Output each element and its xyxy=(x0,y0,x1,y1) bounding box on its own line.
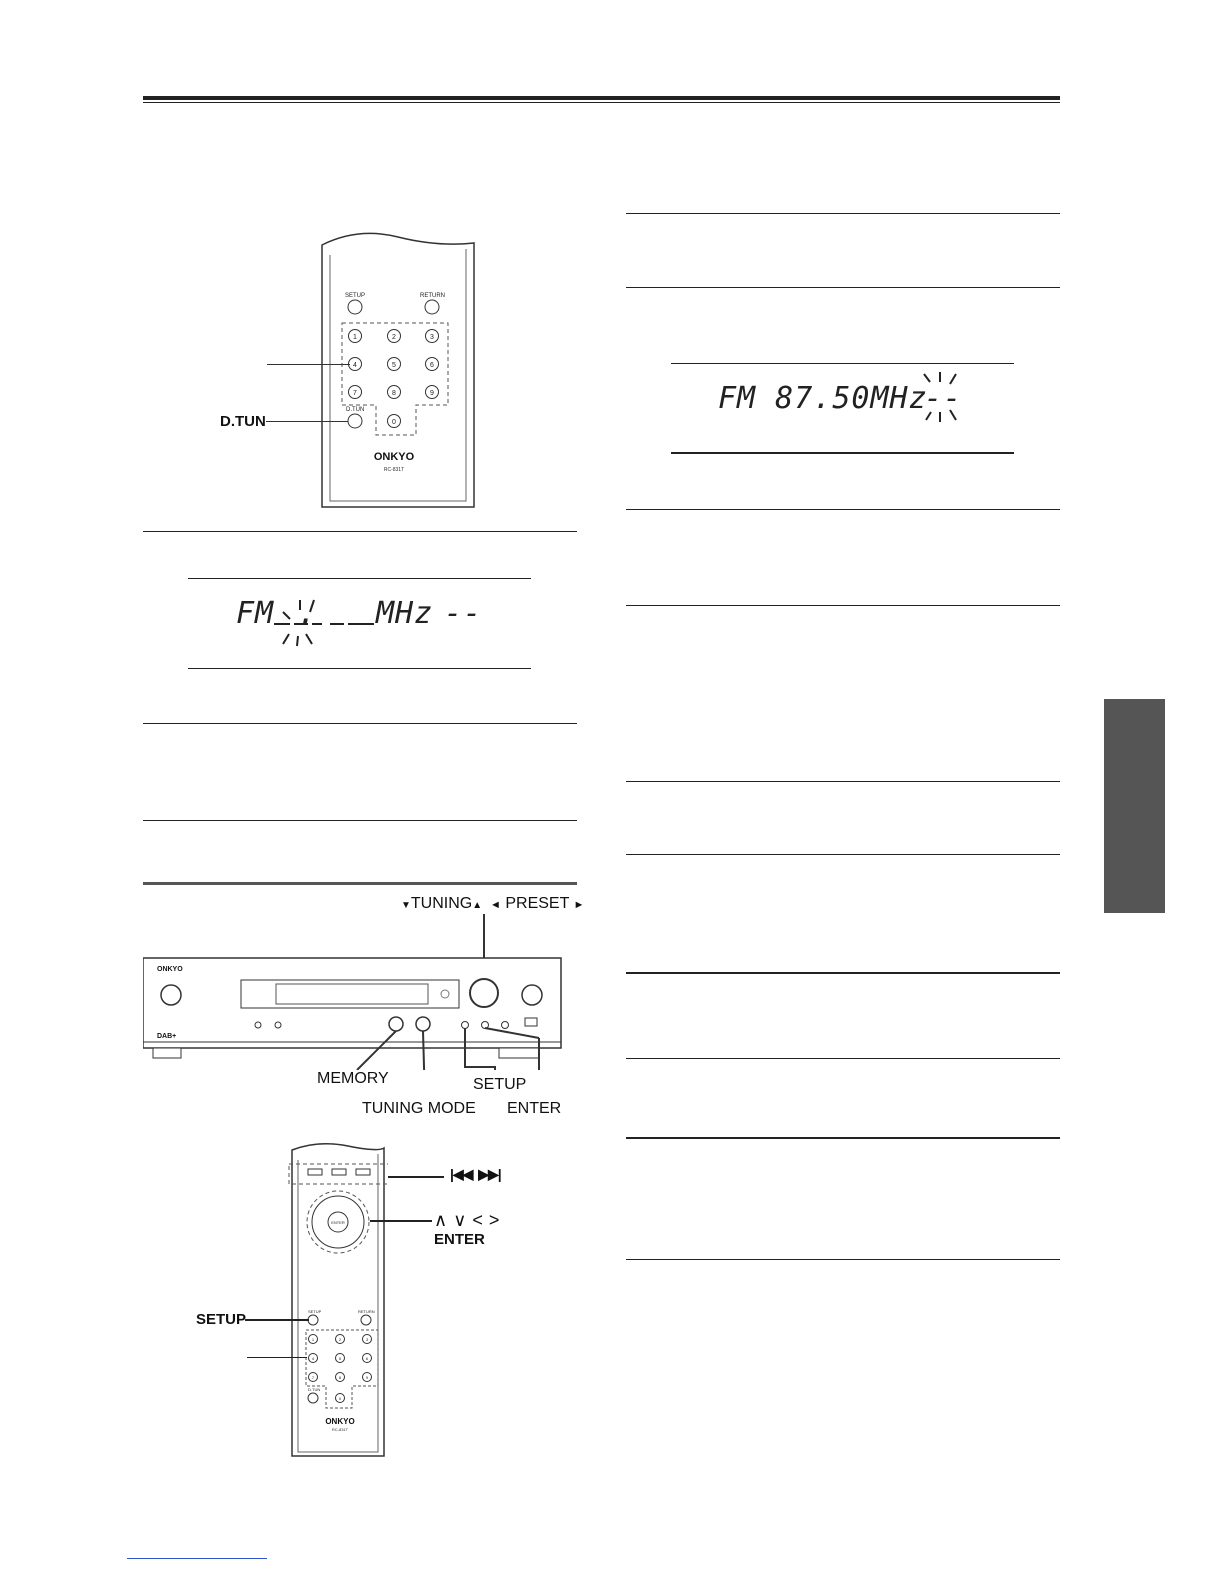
remote-bottom-illustration xyxy=(288,1140,388,1460)
remote-top-return-button[interactable] xyxy=(425,300,439,314)
svg-text:7: 7 xyxy=(353,390,357,397)
left-rule-2 xyxy=(143,723,577,724)
preset-left-icon: ◄ xyxy=(490,899,501,911)
volume-knob[interactable] xyxy=(522,985,542,1005)
callout-line-numkeys xyxy=(267,364,350,365)
remote-bottom-enter-label: ENTER xyxy=(331,1220,345,1225)
tuning-mode-button[interactable] xyxy=(416,1017,430,1031)
entry-display-sep: . xyxy=(298,596,318,631)
svg-text:7: 7 xyxy=(311,1375,315,1380)
remote-top-model: RC-831T xyxy=(383,467,405,473)
tuning-preset-knob[interactable] xyxy=(470,979,498,1007)
dtun-callout-label: D.TUN xyxy=(220,413,266,430)
header-rule-thin xyxy=(143,102,1060,103)
remote-bottom-dtun-label: D.TUN xyxy=(308,1387,321,1392)
front-panel-brand: ONKYO xyxy=(157,966,183,973)
left-rule-section xyxy=(143,882,577,885)
setup-remote-callout-label: SETUP xyxy=(196,1311,247,1328)
entry-display-band: FM xyxy=(236,596,275,631)
down-icon: ∨ xyxy=(453,1210,473,1230)
svg-text:2: 2 xyxy=(392,334,396,341)
setup-front-callout-label: SETUP xyxy=(473,1076,527,1093)
remote-bottom-return-button[interactable] xyxy=(361,1315,371,1325)
remote-top-setup-label: SETUP xyxy=(345,293,366,299)
tuning-up-icon: ▲ xyxy=(472,900,483,911)
svg-text:1: 1 xyxy=(353,334,357,341)
section-side-tab xyxy=(1104,699,1165,913)
remote-bottom-brand: ONKYO xyxy=(325,1417,355,1426)
right-rule-3 xyxy=(626,509,1060,510)
left-rule-1 xyxy=(143,531,577,532)
entry-display-unit: MHz xyxy=(376,596,434,631)
callout-line-skip xyxy=(388,1176,444,1178)
svg-text:6: 6 xyxy=(430,362,434,369)
stored-display-preset: -- xyxy=(924,381,963,416)
front-panel-logo: DAB+ xyxy=(157,1033,177,1040)
tuning-down-icon: ▼ xyxy=(401,900,411,911)
header-rule-thick xyxy=(143,96,1060,100)
callout-line-numkeys-bottom xyxy=(247,1357,307,1358)
memory-button[interactable] xyxy=(389,1017,403,1031)
svg-text:3: 3 xyxy=(430,334,434,341)
callout-line-dtun xyxy=(266,421,348,422)
tuning-callout-label: ▼TUNING▲ xyxy=(401,895,483,912)
entry-display-bottom-border xyxy=(188,668,531,669)
svg-text:5: 5 xyxy=(338,1356,342,1361)
svg-text:8: 8 xyxy=(392,390,396,397)
right-rule-2 xyxy=(626,287,1060,288)
svg-text:4: 4 xyxy=(311,1356,315,1361)
remote-bottom-setup-button[interactable] xyxy=(308,1315,318,1325)
entry-display-top-border xyxy=(188,578,531,579)
svg-text:2: 2 xyxy=(338,1337,342,1342)
right-rule-10 xyxy=(626,1259,1060,1260)
stored-display-text: FM 87.50MHz xyxy=(718,381,928,416)
right-rule-6 xyxy=(626,854,1060,855)
left-rule-3 xyxy=(143,820,577,821)
svg-text:6: 6 xyxy=(365,1356,369,1361)
svg-text:0: 0 xyxy=(392,419,396,426)
preset-right-icon: ► xyxy=(573,899,585,911)
svg-text:0: 0 xyxy=(338,1396,342,1401)
power-button[interactable] xyxy=(161,985,181,1005)
callout-line-arrows xyxy=(370,1220,432,1222)
skip-icons xyxy=(450,1166,501,1183)
right-rule-1 xyxy=(626,213,1060,214)
stored-blink-marks-icon xyxy=(918,370,962,424)
remote-top-return-label: RETURN xyxy=(420,293,445,299)
svg-text:8: 8 xyxy=(338,1375,342,1380)
skip-forward-icon: ▶▶| xyxy=(478,1166,501,1182)
entry-display-preset: -- xyxy=(444,596,483,631)
remote-top-brand: ONKYO xyxy=(373,451,415,463)
remote-bottom-model: RC-831T xyxy=(331,1427,349,1432)
svg-text:4: 4 xyxy=(353,362,357,369)
right-rule-8 xyxy=(626,1058,1060,1059)
stored-display-bottom-border xyxy=(671,452,1014,454)
right-rule-9 xyxy=(626,1137,1060,1139)
svg-text:1: 1 xyxy=(311,1337,315,1342)
right-rule-4 xyxy=(626,605,1060,606)
remote-top-illustration xyxy=(318,225,482,510)
remote-top-dtun-button[interactable] xyxy=(348,414,362,428)
memory-callout-label: MEMORY xyxy=(317,1070,389,1087)
svg-text:3: 3 xyxy=(365,1337,369,1342)
remote-top-setup-button[interactable] xyxy=(348,300,362,314)
remote-bottom-dtun-button[interactable] xyxy=(308,1393,318,1403)
skip-back-icon: |◀◀ xyxy=(450,1166,473,1182)
front-panel-illustration xyxy=(143,910,563,1070)
setup-front-button[interactable] xyxy=(462,1022,469,1029)
remote-top-dtun-label: D.TUN xyxy=(346,407,365,413)
enter-front-callout-label: ENTER xyxy=(507,1100,562,1117)
remote-bottom-setup-label: SETUP xyxy=(308,1309,322,1314)
up-icon: ∧ xyxy=(434,1210,454,1230)
callout-line-setup-remote xyxy=(245,1319,309,1321)
remote-bottom-return-label: RETURN xyxy=(358,1309,375,1314)
arrow-keys-icons xyxy=(434,1210,505,1231)
tuning-mode-callout-label: TUNING MODE xyxy=(362,1100,476,1117)
left-icon: < xyxy=(472,1210,489,1230)
preset-callout-label: ◄ PRESET ► xyxy=(490,895,585,912)
right-rule-7 xyxy=(626,972,1060,974)
footer-link[interactable] xyxy=(127,1558,267,1559)
svg-text:5: 5 xyxy=(392,362,396,369)
right-icon: > xyxy=(488,1210,506,1230)
right-rule-5 xyxy=(626,781,1060,782)
svg-text:9: 9 xyxy=(430,390,434,397)
enter-remote-callout-label: ENTER xyxy=(434,1231,485,1248)
svg-text:9: 9 xyxy=(365,1375,369,1380)
stored-display-top-border xyxy=(671,363,1014,364)
